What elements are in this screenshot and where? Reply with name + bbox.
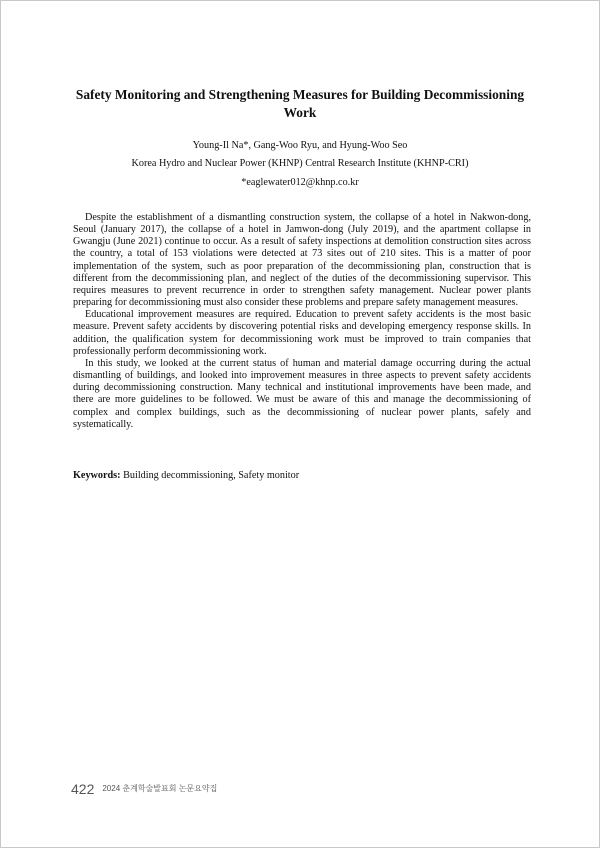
keywords-label: Keywords:: [73, 470, 121, 481]
corresponding-email: *eaglewater012@khnp.co.kr: [241, 177, 359, 188]
page-footer: [71, 780, 217, 798]
page-number: 422: [71, 780, 95, 797]
paper-title: Safety Monitoring and Strengthening Measures for Building Decommissioning Work: [75, 87, 525, 120]
abstract-paragraph-1: Despite the establishment of a dismantling construction system, the collapse of a hotel in Nakwon-dong, Seoul (January 2017), the collapse of a hotel in Jamwon-dong (July 2019), and the apartment collapse in Gwangju (June 2021) continue to occur. As a result of safety inspections at demolition construction sites across the country, a total of 153 violations were detected at 73 sites out of 210 sites. This is a matter of poor implementation of the system, such as poor preparation of the decommissioning plan, construction that is different from the decommissioning plan, and neglect of the duties of the decommissioning supervisor. This requires measures to prevent recurrence in order to strengthen safety management. Nuclear power plants preparing for decommissioning must also consider these problems and prepare safety management measures.: [73, 212, 531, 309]
abstract-body: [73, 212, 531, 431]
abstract-paragraph-3: In this study, we looked at the current status of human and material damage occurring during the actual dismantling of buildings, and looked into improvement measures in three aspects to prevent safety accidents during decommissioning construction. Many technical and institutional improvements have been made, and there are more guidelines to be followed. We must be aware of this and manage the decommissioning of complex and complex buildings, such as the decommissioning of nuclear power plants, safely and systematically.: [73, 357, 531, 430]
abstract-paragraph-2: Educational improvement measures are required. Education to prevent safety accidents is the most basic measure. Prevent safety accidents by discovering potential risks and developing emergency response skills. In addition, the qualification system for decommissioning work must be improved to train companies that professionally perform decommissioning work.: [73, 309, 531, 357]
author-list: Young-Il Na*, Gang-Woo Ryu, and Hyung-Woo Seo: [192, 140, 408, 151]
keywords-line: [73, 470, 531, 482]
keywords-value: Building decommissioning, Safety monitor: [120, 470, 300, 481]
conference-name: 2024 춘계학술발표회 논문요약집: [102, 784, 218, 794]
affiliation: Korea Hydro and Nuclear Power (KHNP) Central Research Institute (KHNP-CRI): [131, 158, 469, 169]
